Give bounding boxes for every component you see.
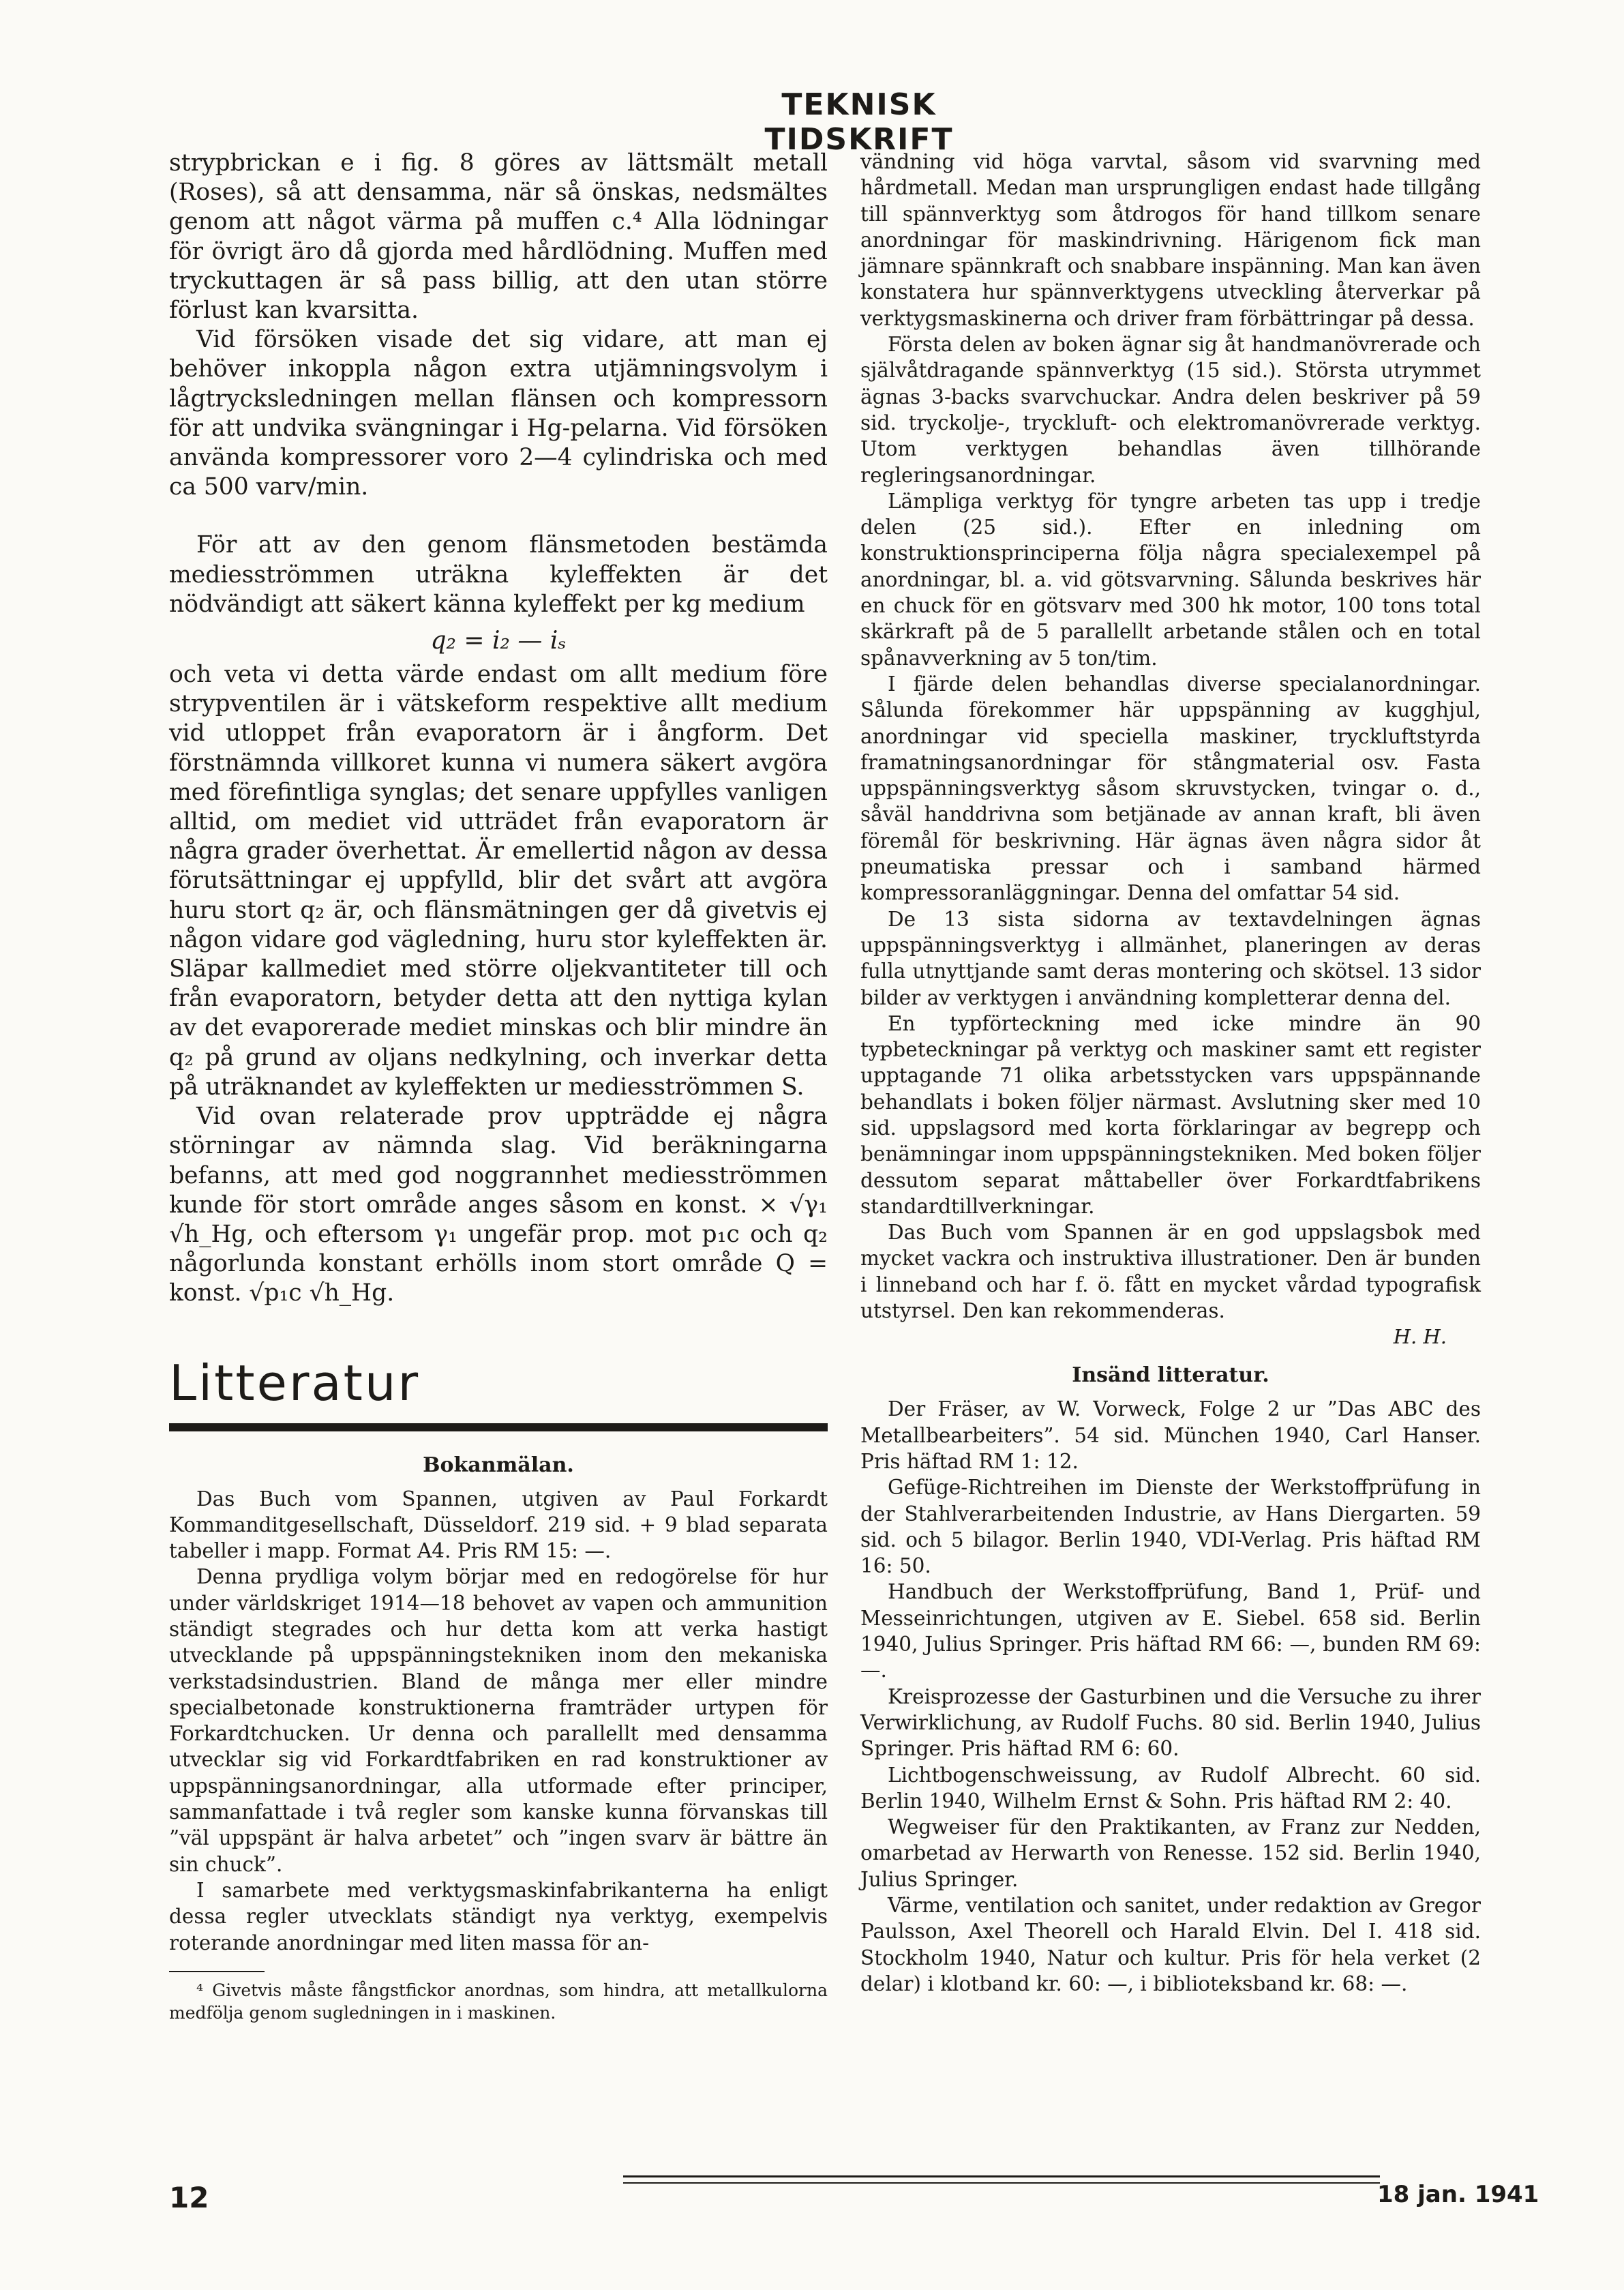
- received-item: Wegweiser für den Praktikanten, av Franz zur Nedden, omarbetad av Herwarth von Renesse. 152 sid. Berlin 1940, Julius Springer.: [860, 1815, 1481, 1891]
- review-paragraph: Das Buch vom Spannen är en god uppslagsbok med mycket vackra och instruktiva illustrationer. Den är bunden i linneband och har f. ö. fått en mycket vårdad typografisk utstyrsel. Den kan rekommenderas.: [860, 1221, 1481, 1323]
- article-body: [169, 149, 828, 1309]
- footer-rule: [623, 2175, 1380, 2177]
- formula: q₂ = i₂ — iₛ: [430, 627, 567, 655]
- body-paragraph: strypbrickan e i fig. 8 göres av lättsmält metall (Roses), så att densamma, när så önskas, nedsmältes genom att något värma på muffen c.⁴ Alla lödningar för övrigt äro då gjorda med hårdlödning. Muffen med tryckuttagen är så pass billig, att den utan större förlust kan kvarsitta.: [169, 149, 828, 325]
- page-number: 12: [169, 2181, 209, 2214]
- review-paragraph: Första delen av boken ägnar sig åt handmanövrerade och självåtdragande spännverktyg (15 sid.). Största utrymmet ägnas 3-backs svarvchuckar. Andra delen beskriver på 59 sid. tryckolje-, tryckluft- och elektromanövrerade verktyg. Utom verktygen behandlas även tillhörande regleringsanordningar.: [860, 333, 1481, 487]
- received-heading: Insänd litteratur.: [1072, 1363, 1269, 1388]
- review-paragraph: I fjärde delen behandlas diverse specialanordningar. Sålunda förekommer här uppspänning av kugghjul, anordningar vid speciella maskiner, tryckluftstyrda framatningsanordningar för stångmaterial osv. Fasta uppspänningsverktyg såsom skruvstycken, tvingar o. d., såväl handdrivna som betjänade av annan kraft, bli även föremål för beskrivning. Här ägnas även några sidor åt pneumatiska pressar och i samband härmed kompressoranläggningar. Denna del omfattar 54 sid.: [860, 672, 1481, 905]
- footnote: ⁴ Givetvis måste fångstfickor anordnas, som hindra, att metallkulorna medfölja genom sugledningen in i maskinen.: [169, 1980, 828, 2023]
- received-item: Lichtbogenschweissung, av Rudolf Albrecht. 60 sid. Berlin 1940, Wilhelm Ernst & Sohn. Pris häftad RM 2: 40.: [860, 1763, 1481, 1813]
- received-item: Kreisprozesse der Gasturbinen und die Versuche zu ihrer Verwirklichung, av Rudolf Fuchs. 80 sid. Berlin 1940, Julius Springer. Pris häftad RM 6: 60.: [860, 1684, 1481, 1761]
- review-paragraph: En typförteckning med icke mindre än 90 typbeteckningar på verktyg och maskiner samt ett register upptagande 71 olika arbetsstycken vars uppspännande behandlats i boken följer närmast. Avslutning sker med 10 sid. uppslagsord med korta förklaringar av begrepp och benämningar inom uppspänningstekniken. Med boken följer dessutom separat måttabeller över Forkardtfabrikens standardtillverkningar.: [860, 1011, 1481, 1218]
- section-title: Litteratur: [169, 1354, 421, 1412]
- issue-date: 18 jan. 1941: [1377, 2181, 1539, 2208]
- received-literature: [860, 1362, 1481, 1997]
- review-paragraph: Denna prydliga volym börjar med en redogörelse för hur under världskriget 1914—18 behovet av vapen och ammunition ständigt stegrades och hur detta kom att verka hastigt utvecklande på uppspänningstekniken inom den mekaniska verkstadsindustrien. Bland de många mer eller mindre specialbetonade konstruktionerna framträder urtypen för Forkardtchucken. Ur denna och parallellt med densamma utvecklar sig vid Forkardtfabriken en rad konstruktioner av uppspänningsanordningar, alla utformade efter principer, sammanfattade i två regler som kanske kunna förvanskas till ”väl uppspänt är halva arbetet” och ”ingen svarv är bättre än sin chuck”.: [169, 1565, 828, 1876]
- received-item: Värme, ventilation och sanitet, under redaktion av Gregor Paulsson, Axel Theorell och Harald Elvin. Del I. 418 sid. Stockholm 1940, Natur och kultur. Pris för hela verket (2 delar) i klotband kr. 60: —, i biblioteksband kr. 68: —.: [860, 1894, 1481, 1995]
- body-paragraph: För att av den genom flänsmetoden bestämda mediesströmmen uträkna kyleffekten är det nödvändigt att säkert känna kyleffekt per kg medium: [169, 531, 828, 618]
- book-review-continued: [860, 149, 1481, 1350]
- received-item: Gefüge-Richtreihen im Dienste der Werkstoffprüfung in der Stahlverarbeitenden Industrie, av Hans Diergarten. 59 sid. och 5 bilagor. Berlin 1940, VDI-Verlag. Pris häftad RM 16: 50.: [860, 1476, 1481, 1578]
- review-paragraph: I samarbete med verktygsmaskinfabrikanterna ha enligt dessa regler utvecklats ständigt nya verktyg, exempelvis roterande anordningar med liten massa för an-: [169, 1878, 828, 1954]
- review-paragraph: vändning vid höga varvtal, såsom vid svarvning med hårdmetall. Medan man ursprungligen endast hade tillgång till spännverktyg som åtdrogos för hand tillkom senare anordningar för maskindrivning. Härigenom fick man jämnare spännkraft och snabbare inspänning. Man kan även konstatera hur spännverktygens utveckling återverkar på verktygsmaskinerna och driver fram förbättringar på dessa.: [860, 150, 1481, 330]
- footer-rule: [623, 2182, 1380, 2184]
- journal-title: TEKNISK TIDSKRIFT: [764, 87, 954, 157]
- right-column: [860, 149, 1481, 1997]
- section-rule: [169, 1423, 828, 1431]
- review-signature: H. H.: [1393, 1325, 1447, 1349]
- body-paragraph: Vid ovan relaterade prov uppträdde ej några störningar av nämnda slag. Vid beräkningarna befanns, att med god noggrannhet mediesströmmen kunde för stort område anges såsom en konst. × √γ₁ √h_Hg, och eftersom γ₁ ungefär prop. mot p₁c och q₂ någorlunda konstant erhölls inom stort område Q = konst. √p₁c √h_Hg.: [169, 1103, 828, 1307]
- footnote-rule: [169, 1971, 265, 1972]
- review-heading: Bokanmälan.: [423, 1453, 574, 1477]
- review-paragraph: Lämpliga verktyg för tyngre arbeten tas upp i tredje delen (25 sid.). Efter en inledning om konstruktionsprinciperna följa några specialexempel på anordningar, bl. a. vid götsvarvning. Sålunda beskrives här en chuck för en götsvarv med 300 hk motor, 100 tons total skärkraft på de 5 parallellt arbetande stålen och en total spånavverkning av 5 ton/tim.: [860, 489, 1481, 670]
- body-paragraph: och veta vi detta värde endast om allt medium före strypventilen är i vätskeform respektive allt medium vid utloppet från evaporatorn är i ångform. Det förstnämnda villkoret kunna vi numera säkert avgöra med förefintliga synglas; det senare uppfylles vanligen alltid, om mediet vid utträdet från evaporatorn är några grader överhettat. Är emellertid någon av dessa förutsättningar ej uppfylld, blir det svårt att avgöra huru stort q₂ är, och flänsmätningen ger då givetvis ej någon vidare god vägledning, huru stor kyleffekten är. Släpar kallmediet med större oljekvantiteter till och från evaporatorn, betyder detta att den nyttiga kylan av det evaporerade mediet minskas och blir mindre än q₂ på grund av oljans nedkylning, och inverkar detta på uträknandet av kyleffekten ur mediesströmmen S.: [169, 661, 828, 1101]
- received-item: Der Fräser, av W. Vorweck, Folge 2 ur ”Das ABC des Metallbearbeiters”. 54 sid. München 1940, Carl Hanser. Pris häftad RM 1: 12.: [860, 1397, 1481, 1473]
- body-paragraph: Vid försöken visade det sig vidare, att man ej behöver inkoppla någon extra utjämningsvolym i lågtrycksledningen mellan flänsen och kompressorn för att undvika svängningar i Hg-pelarna. Vid försöken använda kompressorer voro 2—4 cylindriska och med ca 500 varv/min.: [169, 326, 828, 501]
- received-item: Handbuch der Werkstoffprüfung, Band 1, Prüf- und Messeinrichtungen, utgiven av E. Siebel. 658 sid. Berlin 1940, Julius Springer. Pris häftad RM 66: —, bunden RM 69: —.: [860, 1580, 1481, 1682]
- review-paragraph: De 13 sista sidorna av textavdelningen ägnas uppspänningsverktyg i allmänhet, planeringen av deras fulla utnyttjande samt deras montering och skötsel. 13 sidor bilder av verktygen i användning kompletterar denna del.: [860, 907, 1481, 1009]
- book-review: [169, 1452, 828, 1956]
- review-paragraph: Das Buch vom Spannen, utgiven av Paul Forkardt Kommanditgesellschaft, Düsseldorf. 219 sid. + 9 blad separata tabeller i mapp. Format A4. Pris RM 15: —.: [169, 1487, 828, 1563]
- left-column: [169, 149, 828, 2024]
